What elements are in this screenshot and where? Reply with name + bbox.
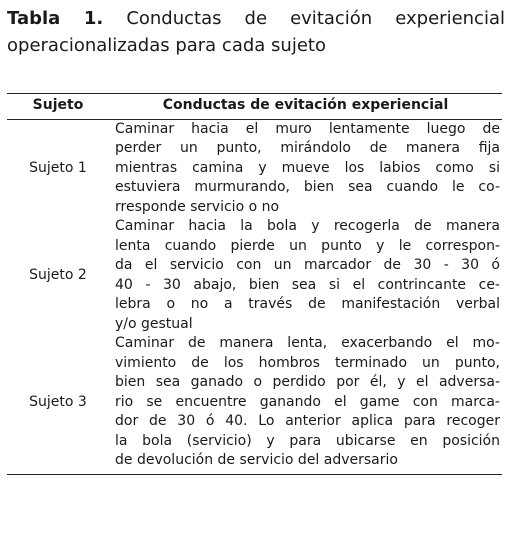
description-line: Caminar de manera lenta, exacerbando el mo- [115,335,500,351]
description-line: Caminar hacia el muro lentamente luego de [115,120,500,137]
table-caption [7,5,505,59]
behaviors-table [7,93,502,475]
row-description [109,217,502,334]
row-subject: Sujeto 1 [29,159,87,176]
description-line: dor de 30 ó 40. Lo anterior aplica para recoger [115,413,500,429]
description-line: Caminar hacia la bola y recogerla de manera [115,218,500,234]
table-row [7,119,502,217]
row-description [109,334,502,474]
row-subject: Sujeto 2 [29,266,87,283]
caption-line-1 [7,5,505,32]
table-header-row [7,94,502,120]
description-line: rresponde servicio o no [115,198,280,215]
description-line: de devolución de servicio del adversario [115,452,398,468]
description-line: y/o gestual [115,315,193,332]
caption-line-2: operacionalizadas para cada sujeto [7,35,326,56]
description-line: lebra o no a través de manifestación verbal [115,296,500,312]
description-line: lenta cuando pierde un punto y le correspon- [115,237,500,254]
description-line: estuviera murmurando, bien sea cuando le co- [115,179,500,195]
caption-title-part-1: Conductas de evitación experiencial [126,8,505,29]
description-line: rio se encuentre ganando el game con marca- [115,393,500,410]
header-behaviors: Conductas de evitación experiencial [109,94,502,120]
description-line: 40 - 30 abajo, bien sea si el contrincante ce- [115,276,500,293]
description-line: mientras camina y mueve los labios como si [115,159,500,176]
table-row [7,334,502,474]
row-subject: Sujeto 3 [7,334,109,474]
table-row [7,217,502,334]
caption-label: Tabla 1. [7,8,104,29]
header-subject: Sujeto [7,94,109,120]
description-line: bien sea ganado o perdido por él, y el adversa- [115,374,500,390]
description-line: vimiento de los hombros terminado un punto, [115,354,500,371]
row-description [109,119,502,217]
description-line: da el servicio con un marcador de 30 - 30 ó [115,257,500,273]
description-line: perder un punto, mirándolo de manera fija [115,140,500,156]
description-line: la bola (servicio) y para ubicarse en posición [115,432,500,449]
